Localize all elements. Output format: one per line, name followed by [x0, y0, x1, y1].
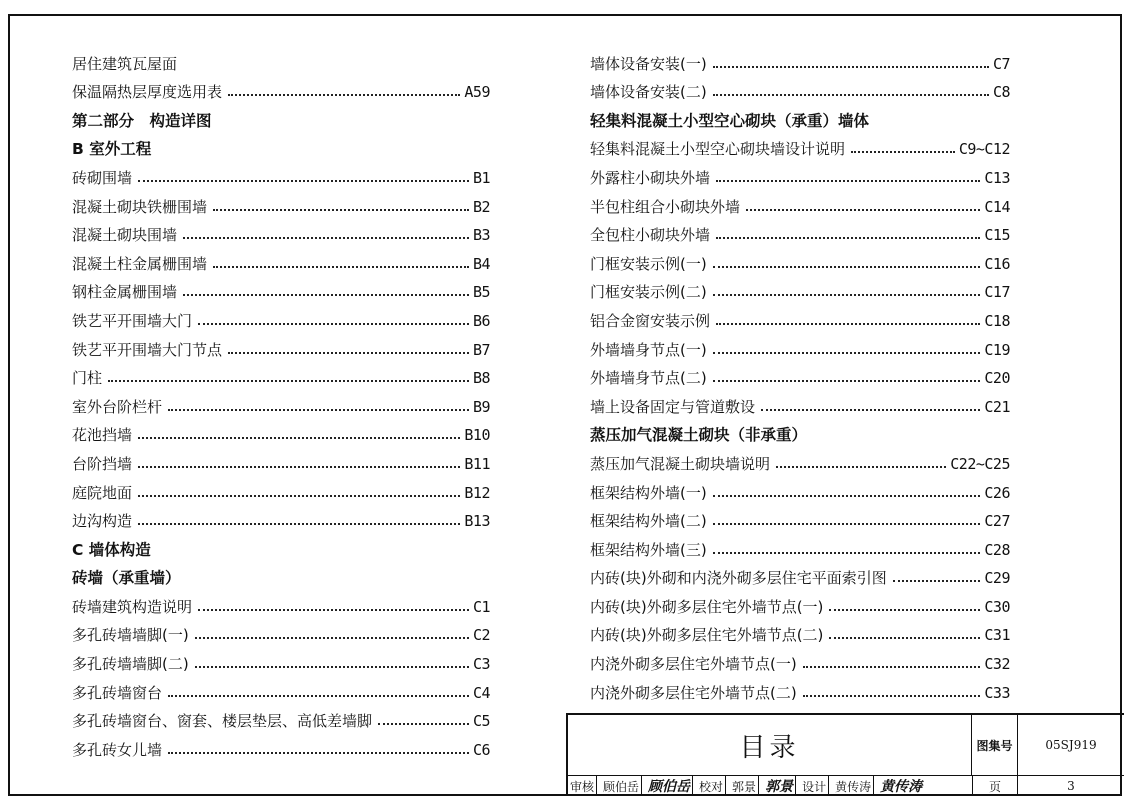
toc-entry-title: 钢柱金属栅围墙: [72, 283, 178, 302]
toc-entry: [590, 244, 1010, 273]
toc-entry-page: B7: [472, 340, 490, 359]
reviewer-name: 顾伯岳: [603, 779, 640, 794]
toc-entry: [590, 158, 1010, 187]
dot-leader: [713, 552, 981, 554]
dot-leader: [168, 752, 469, 754]
dot-leader: [213, 266, 469, 268]
dot-leader: [713, 294, 981, 296]
toc-entry: [72, 73, 490, 102]
toc-entry-page: C9~C12: [958, 140, 1010, 159]
toc-entry: [72, 330, 490, 359]
toc-entry: [72, 444, 490, 473]
toc-entry-title: 框架结构外墙(一): [590, 483, 707, 502]
page-label: 页: [972, 776, 1018, 796]
toc-entry-page: C33: [984, 683, 1010, 702]
toc-entry-title: 边沟构造: [72, 512, 133, 531]
toc-entry-page: B2: [472, 197, 490, 216]
review-label: 审核: [570, 779, 595, 794]
toc-entry: [72, 644, 490, 673]
toc-entry-title: 半包柱组合小砌块外墙: [590, 197, 741, 216]
toc-entry-title: 室外台阶栏杆: [72, 397, 163, 416]
toc-entry: [72, 616, 490, 645]
toc-entry: [590, 530, 1010, 559]
toc-entry: [590, 301, 1010, 330]
toc-entry-title: 台阶挡墙: [72, 454, 133, 473]
dot-leader: [803, 666, 981, 668]
toc-entry-page: B5: [472, 283, 490, 302]
dot-leader: [713, 380, 981, 382]
toc-entry: [72, 301, 490, 330]
toc-entry-title: 内砖(块)外砌多层住宅外墙节点(一): [590, 597, 824, 616]
toc-entry-title: 第二部分 构造详图: [72, 111, 212, 130]
toc-entry-page: A59: [464, 83, 490, 102]
dot-leader: [893, 580, 981, 582]
toc-entry-title: 铁艺平开围墙大门节点: [72, 340, 223, 359]
toc-section-heading: [590, 416, 1010, 445]
check-label: 校对: [699, 779, 724, 794]
toc-entry: [72, 158, 490, 187]
toc-entry-page: B9: [472, 397, 490, 416]
toc-section-heading: [72, 101, 490, 130]
toc-entry-page: B6: [472, 311, 490, 330]
toc-entry: [590, 616, 1010, 645]
toc-entry: [72, 273, 490, 302]
designer-name: 黄传涛: [835, 779, 872, 794]
dot-leader: [168, 695, 469, 697]
toc-entry-title: 内浇外砌多层住宅外墙节点(一): [590, 655, 797, 674]
toc-entry: [590, 587, 1010, 616]
toc-entry-title: 砖砌围墙: [72, 168, 133, 187]
toc-left-column: [72, 44, 490, 759]
toc-entry: [72, 416, 490, 445]
dot-leader: [761, 409, 980, 411]
toc-entry-page: C17: [984, 283, 1010, 302]
toc-entry: [72, 702, 490, 731]
toc-entry: [590, 473, 1010, 502]
dot-leader: [829, 637, 980, 639]
dot-leader: [138, 495, 460, 497]
atlas-number: 05SJ919: [1018, 715, 1124, 776]
toc-entry-title: 铝合金窗安装示例: [590, 311, 711, 330]
toc-entry-page: B10: [464, 426, 490, 445]
reviewer-signature: 顾伯岳: [648, 779, 691, 795]
toc-entry-page: C4: [472, 683, 490, 702]
toc-entry-title: 墙体设备安装(一): [590, 54, 707, 73]
toc-entry-title: 外墙墙身节点(一): [590, 340, 707, 359]
dot-leader: [198, 323, 469, 325]
dot-leader: [168, 409, 469, 411]
dot-leader: [138, 437, 460, 439]
toc-entry: [72, 502, 490, 531]
toc-entry: [590, 444, 1010, 473]
toc-entry-page: C15: [984, 226, 1010, 245]
checker-name: 郭景: [732, 779, 757, 794]
dot-leader: [803, 695, 981, 697]
toc-entry-title: 砖墙建筑构造说明: [72, 597, 193, 616]
dot-leader: [716, 237, 980, 239]
dot-leader: [108, 380, 469, 382]
atlas-number-label: 图集号: [972, 715, 1018, 776]
catalog-title: 目录: [568, 715, 972, 776]
toc-entry-page: C8: [992, 83, 1010, 102]
toc-entry-page: C16: [984, 254, 1010, 273]
toc-entry-title: 蒸压加气混凝土砌块（非承重）: [590, 426, 808, 445]
dot-leader: [213, 209, 469, 211]
toc-entry: [590, 387, 1010, 416]
toc-entry-title: 多孔砖墙墙脚(二): [72, 655, 189, 674]
dot-leader: [183, 237, 469, 239]
toc-entry: [590, 187, 1010, 216]
toc-entry-title: 框架结构外墙(三): [590, 540, 707, 559]
toc-entry: [590, 359, 1010, 388]
toc-entry-title: 内砖(块)外砌和内浇外砌多层住宅平面索引图: [590, 569, 887, 588]
dot-leader: [195, 666, 469, 668]
dot-leader: [713, 266, 981, 268]
toc-entry-title: 多孔砖女儿墙: [72, 740, 163, 759]
dot-leader: [713, 495, 981, 497]
dot-leader: [746, 209, 980, 211]
toc-entry-page: C30: [984, 597, 1010, 616]
toc-entry-page: C28: [984, 540, 1010, 559]
toc-entry: [72, 387, 490, 416]
toc-section-heading: [72, 130, 490, 159]
toc-entry: [72, 359, 490, 388]
toc-entry-title: 混凝土砌块围墙: [72, 226, 178, 245]
toc-entry-title: 铁艺平开围墙大门: [72, 311, 193, 330]
toc-entry: [72, 244, 490, 273]
toc-entry-page: C3: [472, 655, 490, 674]
toc-entry: [590, 130, 1010, 159]
toc-entry-page: C19: [984, 340, 1010, 359]
design-label: 设计: [802, 779, 827, 794]
dot-leader: [776, 466, 946, 468]
toc-entry-title: 框架结构外墙(二): [590, 512, 707, 531]
dot-leader: [716, 323, 980, 325]
dot-leader: [195, 637, 469, 639]
toc-entry-title: 多孔砖墙窗台: [72, 683, 163, 702]
toc-entry-page: C7: [992, 54, 1010, 73]
toc-entry-title: 全包柱小砌块外墙: [590, 226, 711, 245]
toc-entry: [590, 673, 1010, 702]
toc-entry: [590, 502, 1010, 531]
dot-leader: [138, 466, 460, 468]
toc-entry: [590, 330, 1010, 359]
toc-entry-page: C27: [984, 512, 1010, 531]
page-number: 3: [1067, 779, 1075, 793]
toc-entry-page: C26: [984, 483, 1010, 502]
toc-entry-page: B4: [472, 254, 490, 273]
toc-entry-page: C22~C25: [950, 454, 1010, 473]
toc-entry-title: 多孔砖墙窗台、窗套、楼层垫层、高低差墙脚: [72, 712, 373, 731]
signature-row: [568, 776, 924, 796]
toc-entry-title: 多孔砖墙墙脚(一): [72, 626, 189, 645]
toc-entry: [590, 216, 1010, 245]
toc-entry-page: C20: [984, 369, 1010, 388]
toc-entry: [590, 273, 1010, 302]
toc-entry-title: 门柱: [72, 369, 103, 388]
dot-leader: [138, 180, 469, 182]
toc-entry-title: 墙上设备固定与管道敷设: [590, 397, 756, 416]
toc-entry-title: 内砖(块)外砌多层住宅外墙节点(二): [590, 626, 824, 645]
toc-entry-title: 居住建筑瓦屋面: [72, 54, 178, 73]
toc-entry: [590, 559, 1010, 588]
toc-entry: [72, 216, 490, 245]
toc-entry-page: C14: [984, 197, 1010, 216]
dot-leader: [716, 180, 980, 182]
toc-entry-page: B12: [464, 483, 490, 502]
toc-entry: [72, 587, 490, 616]
dot-leader: [829, 609, 980, 611]
toc-entry-page: B13: [464, 512, 490, 531]
toc-entry-title: 砖墙（承重墙）: [72, 569, 181, 588]
dot-leader: [713, 66, 989, 68]
dot-leader: [713, 94, 989, 96]
toc-entry-page: C6: [472, 740, 490, 759]
toc-entry-title: 轻集料混凝土小型空心砌块（承重）墙体: [590, 111, 870, 130]
toc-entry-title: B 室外工程: [72, 140, 152, 159]
toc-section-heading: [72, 530, 490, 559]
toc-entry: [590, 73, 1010, 102]
dot-leader: [228, 94, 460, 96]
toc-entry-page: C5: [472, 712, 490, 731]
checker-signature: 郭景: [765, 779, 794, 795]
toc-entry-page: C31: [984, 626, 1010, 645]
dot-leader: [183, 294, 469, 296]
toc-entry: [72, 730, 490, 759]
toc-section-heading: [72, 559, 490, 588]
toc-entry-title: 庭院地面: [72, 483, 133, 502]
toc-entry-page: C2: [472, 626, 490, 645]
toc-entry-title: 外露柱小砌块外墙: [590, 168, 711, 187]
toc-entry-title: 花池挡墙: [72, 426, 133, 445]
toc-entry-page: C18: [984, 311, 1010, 330]
toc-entry-page: B11: [464, 454, 490, 473]
dot-leader: [713, 352, 981, 354]
toc-entry: [590, 644, 1010, 673]
toc-entry-title: 门框安装示例(二): [590, 283, 707, 302]
toc-entry-page: B1: [472, 168, 490, 187]
dot-leader: [198, 609, 469, 611]
toc-entry: [72, 187, 490, 216]
toc-entry-page: C13: [984, 168, 1010, 187]
dot-leader: [228, 352, 469, 354]
designer-signature: 黄传涛: [880, 779, 923, 795]
toc-entry-title: 保温隔热层厚度选用表: [72, 83, 223, 102]
toc-right-column: [590, 44, 1010, 702]
toc-entry-title: 混凝土柱金属栅围墙: [72, 254, 208, 273]
title-block: [566, 713, 1124, 796]
toc-entry-page: C21: [984, 397, 1010, 416]
toc-entry-title: 内浇外砌多层住宅外墙节点(二): [590, 683, 797, 702]
toc-entry-title: 轻集料混凝土小型空心砌块墙设计说明: [590, 140, 846, 159]
toc-entry-page: C1: [472, 597, 490, 616]
dot-leader: [378, 723, 469, 725]
toc-entry-page: B3: [472, 226, 490, 245]
dot-leader: [851, 151, 955, 153]
toc-entry: [72, 44, 490, 73]
toc-entry: [72, 673, 490, 702]
dot-leader: [138, 523, 460, 525]
toc-section-heading: [590, 101, 1010, 130]
toc-entry-title: C 墙体构造: [72, 540, 151, 559]
toc-entry-title: 蒸压加气混凝土砌块墙说明: [590, 454, 771, 473]
toc-entry-title: 墙体设备安装(二): [590, 83, 707, 102]
toc-entry: [72, 473, 490, 502]
toc-entry-title: 外墙墙身节点(二): [590, 369, 707, 388]
dot-leader: [713, 523, 981, 525]
toc-entry-title: 门框安装示例(一): [590, 254, 707, 273]
toc-entry-title: 混凝土砌块铁栅围墙: [72, 197, 208, 216]
toc-entry-page: C29: [984, 569, 1010, 588]
toc-entry-page: C32: [984, 655, 1010, 674]
toc-entry-page: B8: [472, 369, 490, 388]
toc-entry: [590, 44, 1010, 73]
